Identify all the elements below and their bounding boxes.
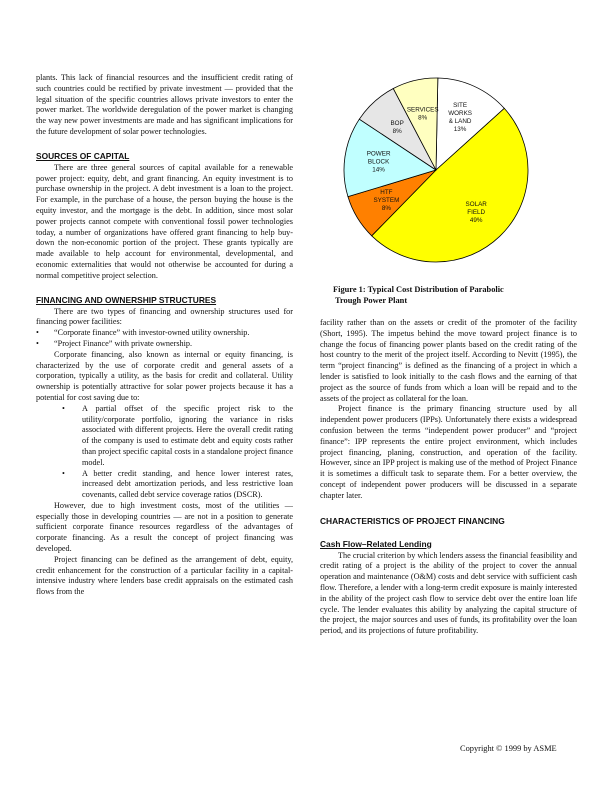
pie-slice-label: POWER BLOCK 14%: [366, 150, 391, 174]
sources-of-capital-heading: SOURCES OF CAPITAL: [36, 150, 130, 161]
pie-slice-label: SOLAR FIELD 49%: [465, 200, 487, 224]
pie-slice-label: SITE WORKS & LAND 13%: [448, 102, 472, 134]
continued-paragraph: facility rather than on the assets or credit of the promoter of the facility (Short, 1995). The impetus behind the move toward project finance is to change the focus of financing power plants based on the credit rating of the host country to the merit of the project itself. According to Nevitt (1995), the term “project financing” is defined as the financing of a project in which a lender is satisfied to look initially to the cash flows and the earning of that project as the source of funds from which a loan will be repaid and to the assets of the project as collateral for the loan.: [320, 318, 577, 403]
list-item: • A better credit standing, and hence lower interest rates, increased debt amortization periods, and less restrictive loan covenants, called debt service coverage ratios (DSCR).: [72, 469, 293, 501]
corporate-financing-paragraph: Corporate financing, also known as internal or equity financing, is characterized by the use of corporate credit and general assets of a corporation, typically a utility, as the basis for credit and collateral. Utility ownership is potentially attractive for solar power projects because it has a potential for cost saving due to:: [36, 349, 293, 402]
however-paragraph: However, due to high investment costs, most of the utilities — especially those in developing countries — are not in a position to generate sufficient corporate finance resources regardless of the advantages of corporate financing. As a result the concept of project financing was developed.: [36, 500, 293, 554]
list-item: • “Corporate finance” with investor-owned utility ownership.: [36, 328, 293, 339]
project-finance-paragraph: Project finance is the primary financing structure used by all independent power producers (IPPs). Unfortunately there exists a widespread confusion between the terms “independent power producer” and “project finance”: IPP represents the entire project environment, which includes project financing, planing, construction, and operation of the facility. However, since an IPP project is making use of the method of Project Finance it is sometimes a difficult task to separate them. For a better overview, the concept of independent power producers will be discussed in a separate chapter later.: [320, 404, 577, 500]
financing-structures-heading: FINANCING AND OWNERSHIP STRUCTURES: [36, 294, 217, 305]
right-column: [320, 318, 577, 637]
pie-slice-label: BOP 8%: [390, 119, 404, 135]
copyright-footer: Copyright © 1999 by ASME: [460, 744, 557, 753]
characteristics-heading: CHARACTERISTICS OF PROJECT FINANCING: [320, 515, 505, 526]
sources-paragraph: There are three general sources of capital available for a renewable power project: equity, debt, and grant financing. An equity investment is to purchase ownership in the project. A debt investment is a loan to the project. For example, in the purchase of a house, the person buying the house is the equity investor, and the mortgage is the debt. In addition, since most solar power projects cannot compete with conventional fossil power technologies today, a number of organizations have offered grant financing to help buy-down the non-economic portion of the project. These grants typically are made available to help account for environmental, developmental, and economic externalities that would not otherwise be accounted for during a normal competitive project selection.: [36, 162, 293, 280]
caption-line: Figure 1: Typical Cost Distribution of Parabolic: [333, 285, 504, 294]
figure-caption: [333, 284, 573, 306]
left-column: [36, 73, 293, 598]
pie-chart: [336, 70, 536, 270]
pie-slice-label: SERVICES 8%: [406, 106, 439, 122]
list-item: • “Project Finance” with private ownership.: [36, 339, 293, 350]
financing-paragraph: There are two types of financing and ownership structures used for financing power facilities:: [36, 306, 293, 327]
pie-slice-label: HTF SYSTEM 8%: [373, 189, 400, 213]
caption-line: Trough Power Plant: [335, 296, 408, 305]
cash-flow-paragraph: The crucial criterion by which lenders assess the financial feasibility and credit rating of a project is the ability of the project to cover the annual operation and maintenance (O&M) costs and debt service with sufficient cash flow. Therefore, a lender with a long-term credit exposure is mainly interested in the ability of the project cash flow to service debt over the entire loan life cycle. The lender evaluates this ability by analyzing the capital structure of the project, the major sources and uses of funds, its profitability over the loan period, and its projections of future profitability.: [320, 550, 577, 636]
cost-saving-list: [36, 404, 293, 501]
list-item: • A partial offset of the specific project risk to the utility/corporate portfolio, ignoring the variance in risks associated with different projects. Here the overall credit rating of the company is used to estimate debt and equity costs rather than project specific capital costs in a standalone project finance model.: [72, 404, 293, 469]
financing-types-list: [36, 328, 293, 350]
cost-distribution-figure: [336, 70, 536, 270]
intro-paragraph: plants. This lack of financial resources and the insufficient credit rating of such countries could be rectified by private investment — provided that the legal situation of the specific countries allows private investors to enter the power market. The worldwide deregulation of the power market is changing the way new power investments are made and has significant implications for the future development of solar power technologies.: [36, 73, 293, 136]
cash-flow-heading: Cash Flow–Related Lending: [320, 538, 432, 549]
project-financing-paragraph: Project financing can be defined as the arrangement of debt, equity, credit enhancement for the construction of a particular facility in a capital-intensive industry where lenders base credit appraisals on the estimated cash flows from the: [36, 554, 293, 597]
